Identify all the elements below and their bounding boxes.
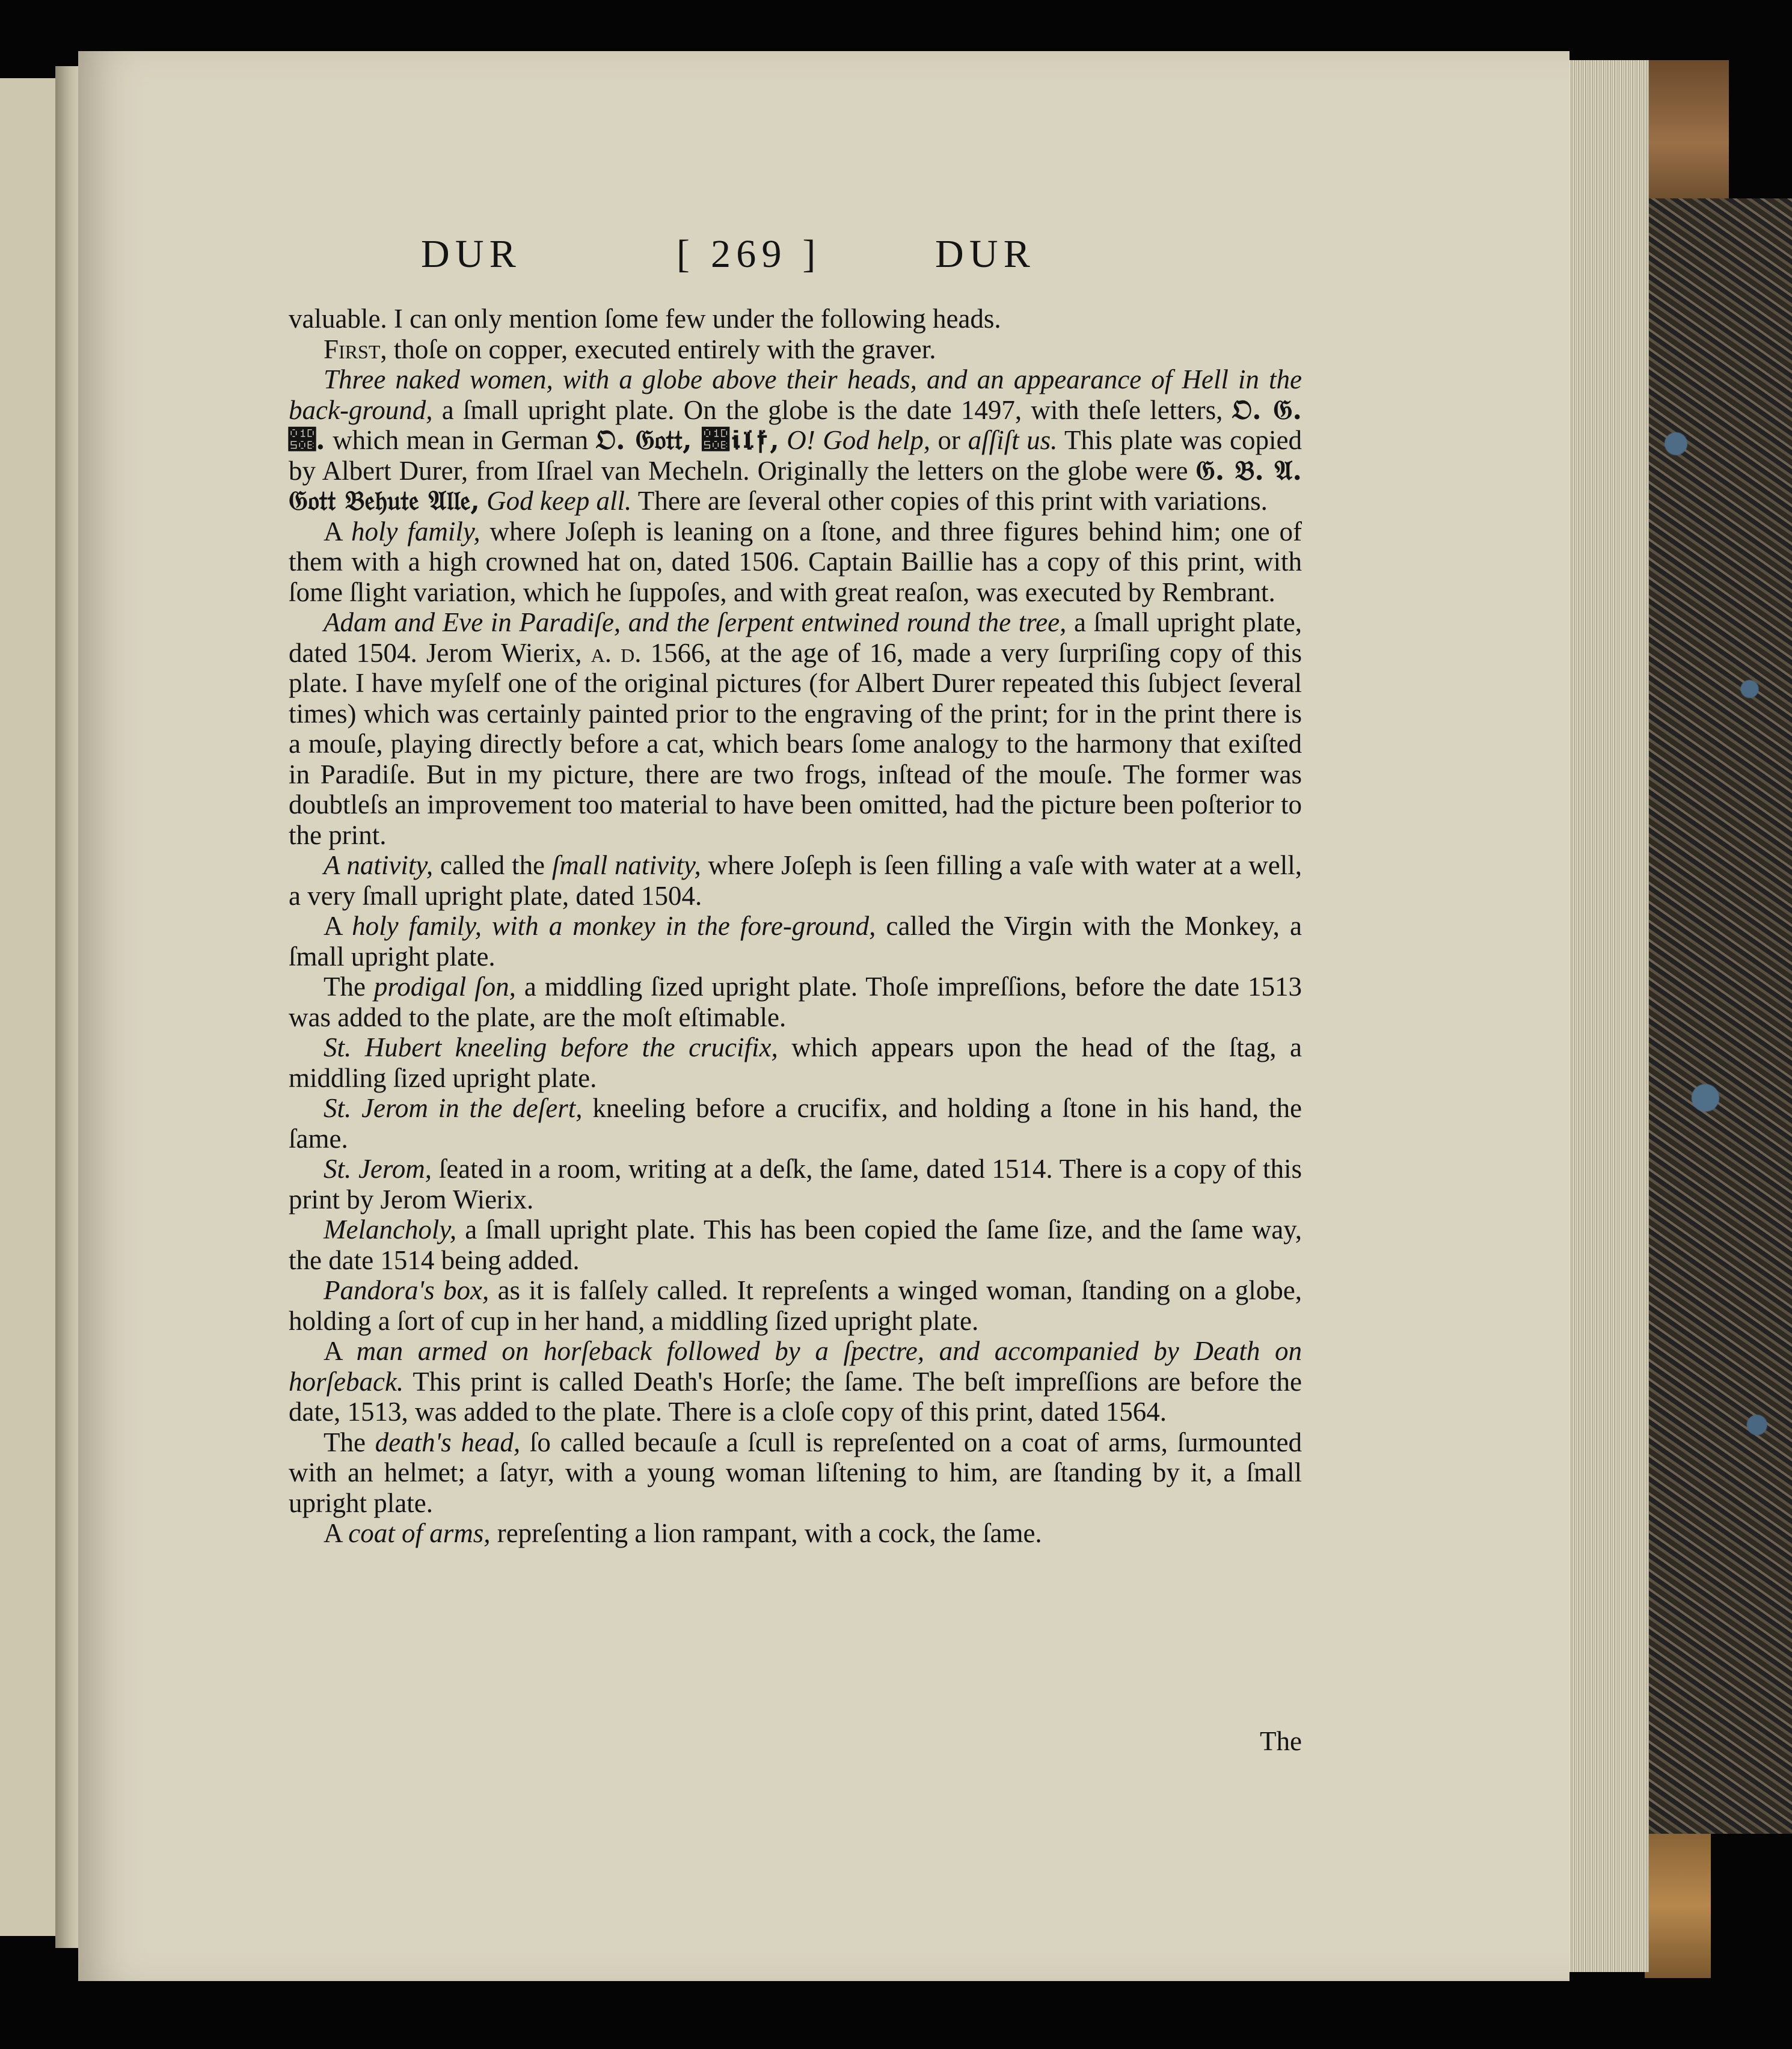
italic-text: ſmall nativity, (551, 850, 701, 880)
text-run: which mean in German (325, 425, 596, 455)
small-caps-text: a. d. (591, 637, 642, 668)
paragraph (289, 607, 1302, 850)
body-text (289, 304, 1302, 1549)
paragraph (289, 1214, 1302, 1275)
italic-text: St. Hubert kneeling before the crucifix, (324, 1032, 778, 1062)
blackletter-text: 𝔒. 𝔊. 𝔋. (289, 393, 1302, 456)
running-head-left: DUR (421, 232, 522, 276)
text-run: or (930, 425, 968, 455)
paragraph (289, 516, 1302, 608)
paragraph (289, 1427, 1302, 1519)
italic-text: holy family, (351, 516, 480, 547)
paragraph (289, 1518, 1302, 1549)
italic-text: O! God help, (787, 425, 931, 455)
text-run: The (324, 972, 374, 1002)
page-number: [ 269 ] (677, 232, 821, 276)
text-run (480, 486, 486, 516)
paragraph (289, 334, 1302, 365)
text-run: valuable. I can only mention ſome few under the following heads. (289, 304, 1001, 334)
text-run (779, 425, 787, 455)
italic-text: A nativity, (324, 850, 434, 880)
paragraph (289, 304, 1302, 334)
running-head (78, 231, 1570, 316)
text-run: ſeated in a room, writing at a deſk, the ſame, dated 1514. There is a copy of this print by Jerom Wierix. (289, 1154, 1302, 1214)
running-head-right: DUR (935, 232, 1036, 276)
text-run: where Joſeph is ſeen filling a vaſe with water at a well, a very ſmall upright plate, dated 1504. (289, 850, 1302, 911)
italic-text: coat of arms, (348, 1518, 491, 1548)
text-run: This print is called Death's Horſe; the ſame. The beſt impreſſions are before the date, 1513, was added to the plate. There is a cloſe copy of this print, dated 1564. (289, 1366, 1302, 1427)
italic-text: Melancholy, (324, 1214, 457, 1245)
italic-text: man armed on horſeback followed by a ſpectre, and accompanied by Death on horſeback. (289, 1336, 1303, 1397)
paragraph (289, 1275, 1302, 1336)
text-run: a middling ſized upright plate. Thoſe impreſſions, before the date 1513 was added to the plate, are the moſt eſtimable. (289, 972, 1302, 1032)
paragraph (289, 1336, 1302, 1427)
text-run: , thoſe on copper, executed entirely with the graver. (380, 334, 936, 364)
italic-text: St. Jerom in the deſert, (324, 1093, 583, 1123)
italic-text: Pandora's box, (324, 1275, 489, 1305)
italic-text: Adam and Eve in Paradiſe, and the ſerpent entwined round the tree, (324, 607, 1067, 637)
text-run: as it is falſely called. It repreſents a winged woman, ſtanding on a globe, holding a ſort of cup in her hand, a middling ſized upright plate. (289, 1275, 1302, 1336)
text-run: There are ſeveral other copies of this print with variations. (631, 486, 1268, 516)
italic-text: death's head, (375, 1427, 521, 1457)
page-edges (1566, 60, 1649, 1972)
small-caps-text: First (324, 334, 381, 364)
paragraph (289, 1032, 1302, 1093)
text-run: kneeling before a crucifix, and holding a ſtone in his hand, the ſame. (289, 1093, 1302, 1154)
paragraph (289, 1154, 1302, 1214)
italic-text: prodigal ſon, (373, 972, 516, 1002)
text-run: 1566, at the age of 16, made a very ſurpriſing copy of this plate. I have myſelf one of the original pictures (for Albert Durer repeated this ſubject ſeveral times) which was certainly painted prior to the engraving of the print; for in the print there is a mouſe, playing directly before a cat, which bears ſome analogy to the harmony that exiſted in Paradiſe. But in my picture, there are two frogs, inſtead of the mouſe. The former was doubtleſs an improvement too material to have been omitted, had the picture been poſterior to the print. (289, 637, 1303, 850)
facing-page-edge (0, 78, 57, 1936)
book-page (78, 51, 1570, 1981)
paragraph (289, 850, 1302, 911)
catchword: The (1260, 1726, 1302, 1756)
blackletter-text: 𝔊𝔬𝔱𝔱 𝔅𝔢𝔥𝔲𝔱𝔢 𝔄𝔩𝔩𝔢, (289, 485, 480, 516)
blackletter-text: 𝔊. 𝔅. 𝔄. (1195, 454, 1302, 486)
italic-text: holy family, with a monkey in the fore-ground, (352, 911, 876, 941)
text-run: A (324, 516, 351, 547)
book-gutter (55, 66, 78, 1948)
paragraph (289, 911, 1302, 972)
text-run: where Joſeph is leaning on a ſtone, and three figures behind him; one of them with a high crowned hat on, dated 1506. Captain Baillie has a copy of this print, with ſome ſlight variation, which he ſuppoſes, and with great reaſon, was executed by Rembrant. (289, 516, 1302, 607)
text-run: ſo called becauſe a ſcull is repreſented on a coat of arms, ſurmounted with an helmet; a ſatyr, with a young woman liſtening to him, are ſtanding by it, a ſmall upright plate. (289, 1427, 1302, 1518)
text-run: A (324, 1518, 349, 1548)
paragraph (289, 1093, 1302, 1154)
text-run: a ſmall upright plate. On the globe is the date 1497, with theſe letters, (432, 394, 1232, 425)
text-run: This plate was copied by Albert Durer, from Iſrael van Mecheln. Originally the letters on the globe were (289, 425, 1302, 486)
italic-text: God keep all. (486, 486, 632, 516)
text-run: a ſmall upright plate. This has been copied the ſame ſize, and the ſame way, the date 1514 being added. (289, 1214, 1302, 1275)
text-run: called the Virgin with the Monkey, a ſmall upright plate. (289, 911, 1303, 972)
leather-binding-top (1645, 60, 1729, 198)
paragraph (289, 364, 1302, 516)
italic-text: aſſiſt us. (968, 425, 1058, 455)
text-run: A (324, 1336, 357, 1366)
text-run: repreſenting a lion rampant, with a cock, the ſame. (490, 1518, 1042, 1548)
marbled-board (1645, 198, 1792, 1834)
italic-text: Three naked women, with a globe above their heads, and an appearance of Hell in the back-ground, (289, 364, 1302, 425)
blackletter-text: 𝔒. 𝔊𝔬𝔱𝔱, 𝔋𝔦𝔩𝔣, (595, 424, 779, 456)
leather-binding-bottom (1645, 1834, 1711, 1978)
text-run: The (324, 1427, 375, 1457)
paragraph (289, 972, 1302, 1032)
text-run: called the (433, 850, 552, 880)
text-run: a ſmall upright plate, dated 1504. Jerom Wierix, (289, 607, 1302, 668)
italic-text: St. Jerom, (324, 1154, 432, 1184)
text-run: A (324, 911, 352, 941)
text-run: which appears upon the head of the ſtag, a middling ſized upright plate. (289, 1032, 1302, 1093)
